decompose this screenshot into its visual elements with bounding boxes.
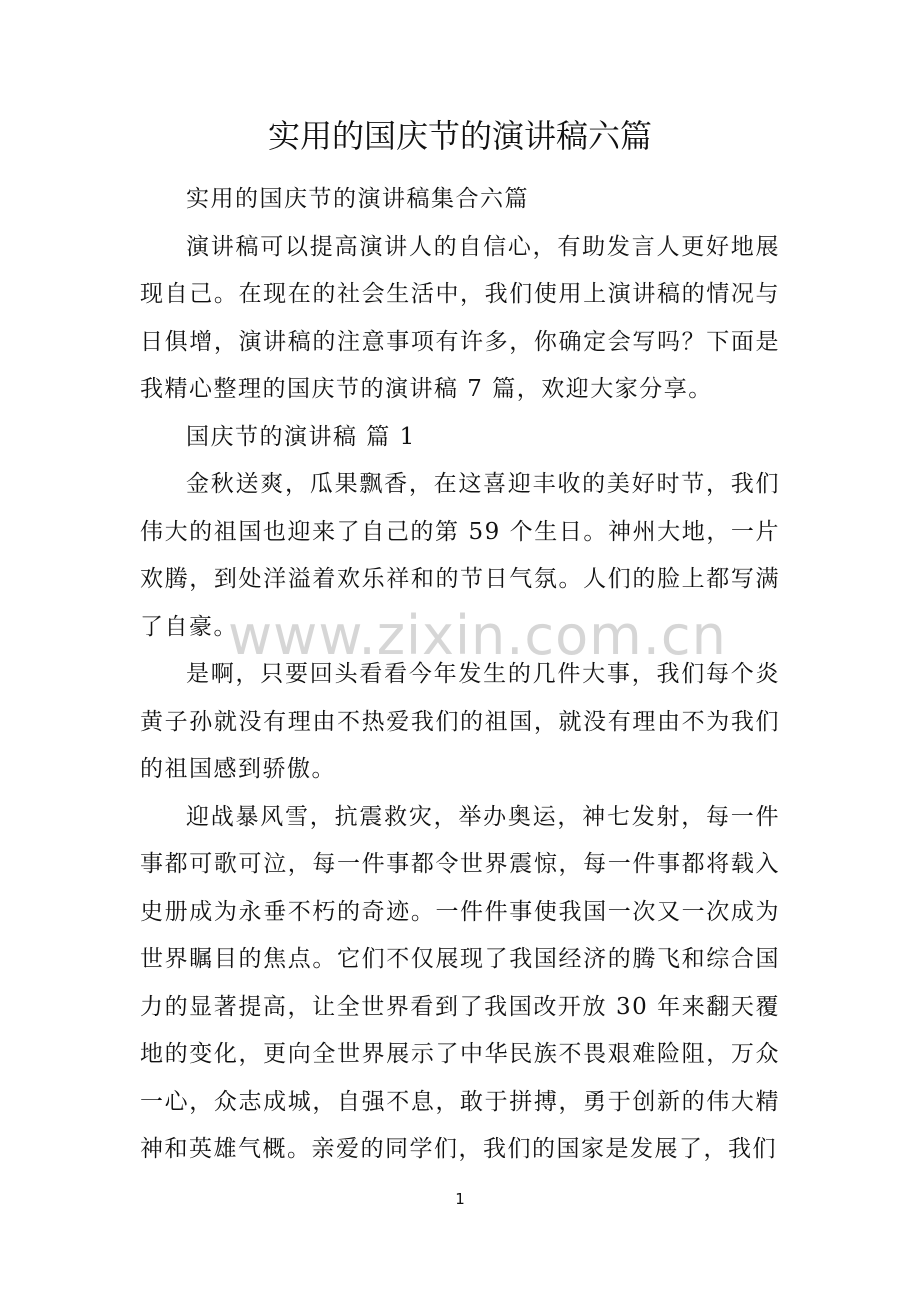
document-body <box>140 176 780 1174</box>
document-title: 实用的国庆节的演讲稿六篇 <box>267 117 652 155</box>
section-heading: 国庆节的演讲稿 篇 1 <box>186 423 416 450</box>
paragraph-subtitle: 实用的国庆节的演讲稿集合六篇 <box>186 186 529 212</box>
paragraph-intro: 演讲稿可以提高演讲人的自信心，有助发言人更好地展现自己。在现在的社会生活中，我们使用上演讲稿的情况与日俱增，演讲稿的注意事项有许多，你确定会写吗？下面是我精心整理的国庆节的演讲稿 7 篇，欢迎大家分享。 <box>140 233 780 402</box>
paragraph: 是啊，只要回头看看今年发生的几件大事，我们每个炎黄子孙就没有理由不热爱我们的祖国，就没有理由不为我们的祖国感到骄傲。 <box>140 661 780 782</box>
watermark: www.zixin.com.cn <box>228 604 727 667</box>
page-number: 1 <box>455 1190 465 1208</box>
paragraph: 金秋送爽，瓜果飘香，在这喜迎丰收的美好时节，我们伟大的祖国也迎来了自己的第 59 个生日。神州大地，一片欢腾，到处洋溢着欢乐祥和的节日气氛。人们的脸上都写满了自豪。 <box>140 471 780 640</box>
paragraph: 迎战暴风雪，抗震救灾，举办奥运，神七发射，每一件事都可歌可泣，每一件事都令世界震惊，每一件事都将载入史册成为永垂不朽的奇迹。一件件事使我国一次又一次成为世界瞩目的焦点。它们不仅展现了我国经济的腾飞和综合国力的显著提高，让全世界看到了我国改开放 30 年来翻天覆地的变化，更向全世界展示了中华民族不畏艰难险阻，万众一心，众志成城，自强不息，敢于拼搏，勇于创新的伟大精神和英雄气概。亲爱的同学们，我们的国家是发展了，我们 <box>140 803 780 1162</box>
